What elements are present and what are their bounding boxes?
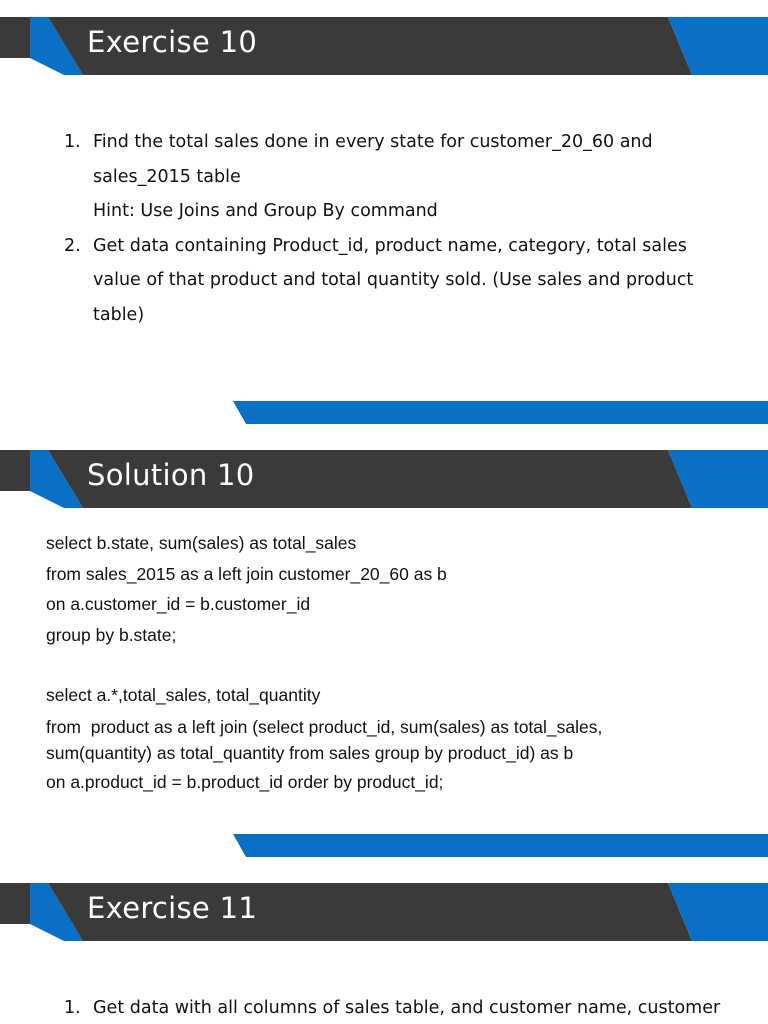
list-item: [64, 125, 743, 229]
item-line: value of that product and total quantity sold. (Use sales and product: [93, 270, 694, 290]
banner-left-dark: [0, 450, 30, 491]
title-banner: [0, 883, 768, 941]
sql-line: from sales_2015 as a left join customer_20_60 as b: [46, 563, 447, 584]
item-hint: Hint: Use Joins and Group By command: [93, 201, 438, 221]
bottom-accent-shape: [233, 401, 768, 424]
bottom-accent-bar: [0, 834, 768, 857]
list-item: [64, 991, 743, 1024]
slide-exercise-10: [0, 0, 768, 424]
sql-line: on a.product_id = b.product_id order by product_id;: [46, 771, 444, 792]
item-number: 2.: [64, 235, 81, 256]
list-item: [64, 229, 743, 333]
item-number: 1.: [64, 998, 81, 1018]
sql-line: from product as a left join (select product_id, sum(sales) as total_sales,: [46, 716, 603, 737]
sql-line: sum(quantity) as total_quantity from sales group by product_id) as b: [46, 742, 574, 763]
item-line: Find the total sales done in every state for customer_20_60 and: [93, 132, 653, 152]
item-line: sales_2015 table: [93, 166, 241, 187]
bottom-accent-bar: [0, 401, 768, 424]
bottom-accent-shape: [233, 834, 768, 857]
title-banner: [0, 450, 768, 508]
slide-solution-10: [0, 433, 768, 857]
item-line: table): [93, 304, 145, 325]
slide-title: Solution 10: [87, 458, 255, 492]
banner-left-dark: [0, 883, 30, 924]
sql-line: select b.state, sum(sales) as total_sales: [46, 533, 357, 553]
exercise-list: [40, 991, 743, 1024]
slide-title: Exercise 11: [87, 891, 258, 925]
sql-line: group by b.state;: [46, 624, 177, 645]
title-banner: [0, 17, 768, 75]
exercise-list: [40, 125, 743, 332]
item-line: Get data with all columns of sales table, and customer name, customer: [93, 998, 721, 1018]
sql-solution: [46, 528, 746, 800]
slide-exercise-11: [0, 866, 768, 1024]
item-number: 1.: [64, 132, 81, 152]
sql-line: on a.customer_id = b.customer_id: [46, 594, 311, 614]
slide-title: Exercise 10: [87, 25, 258, 59]
banner-left-dark: [0, 17, 30, 58]
item-line: Get data containing Product_id, product name, category, total sales: [93, 235, 687, 256]
sql-line: select a.*,total_sales, total_quantity: [46, 685, 321, 705]
